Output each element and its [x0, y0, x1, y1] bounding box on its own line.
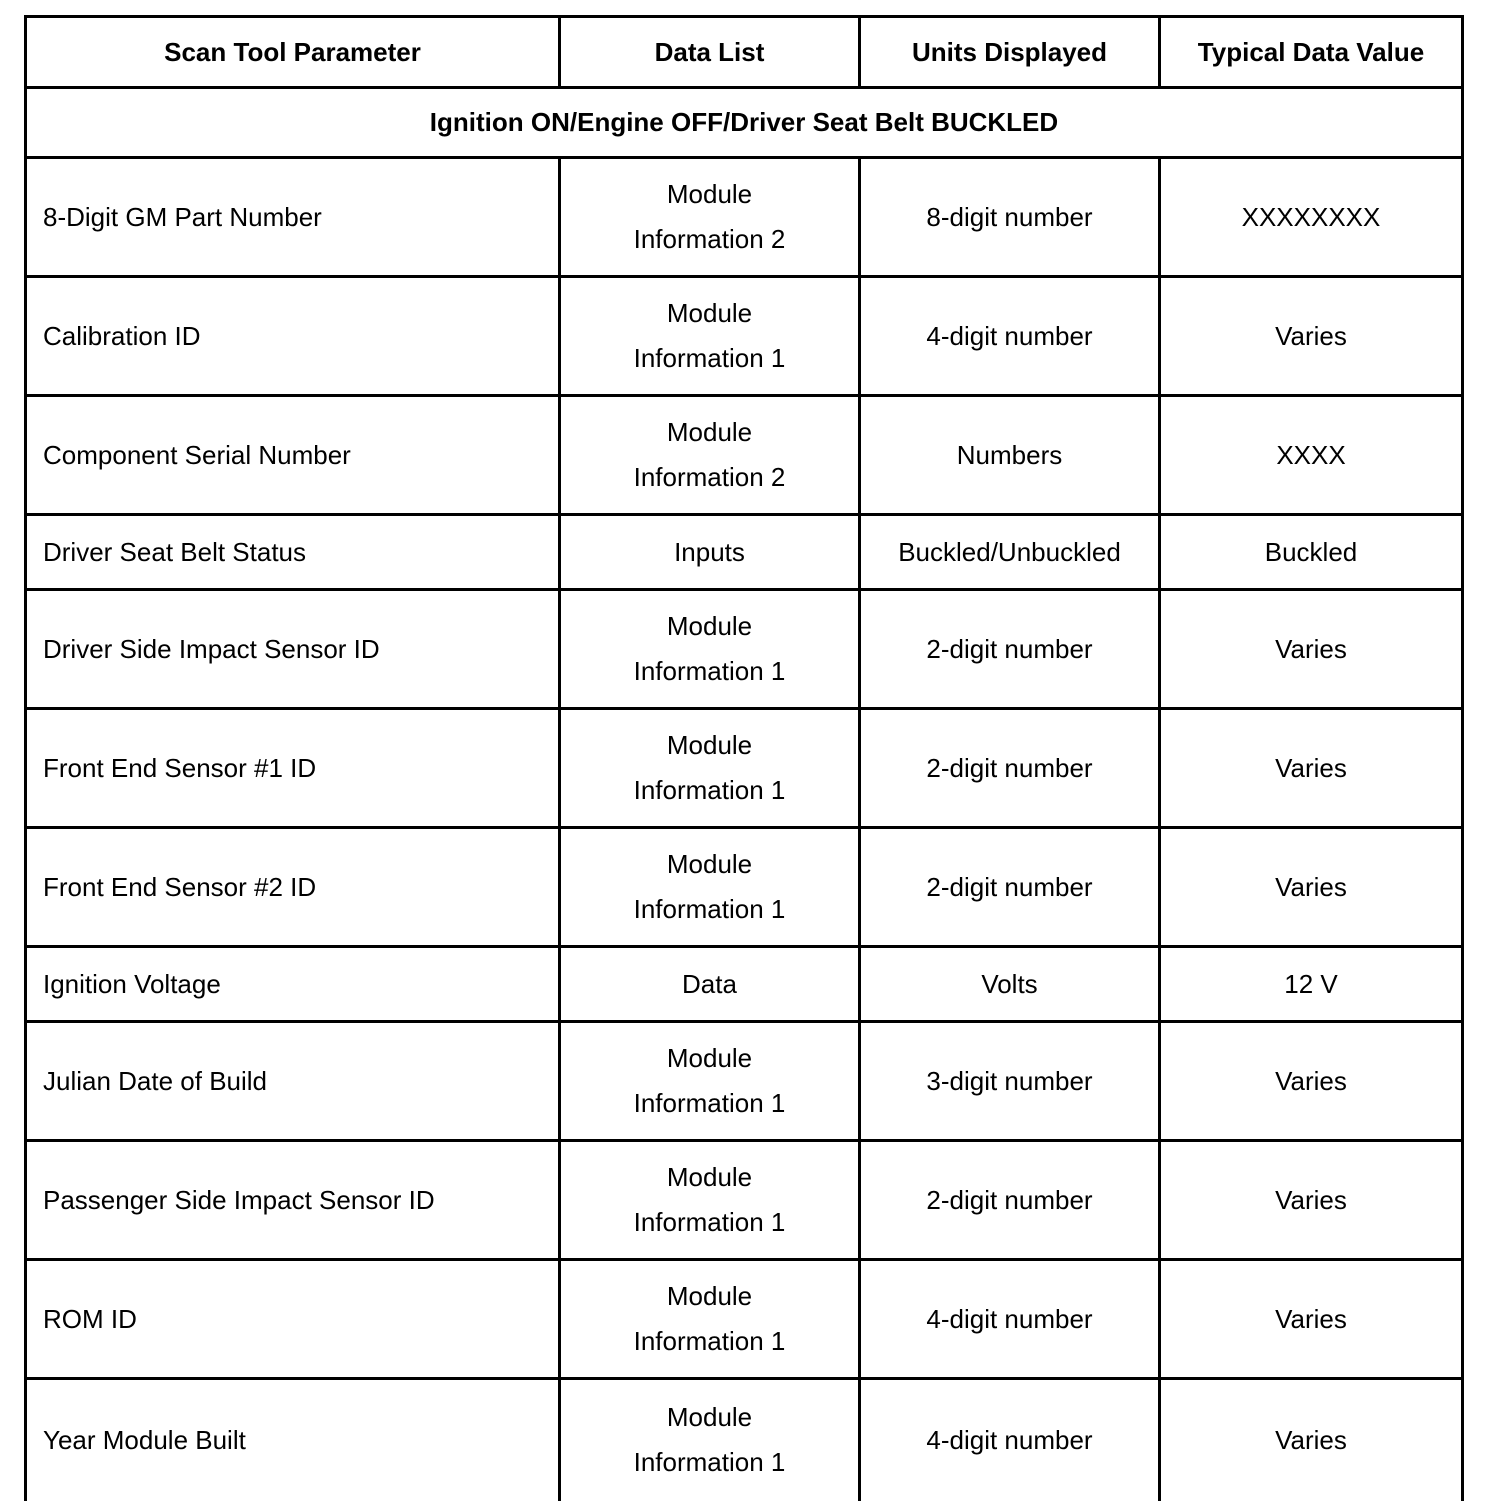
cell-units-displayed: Volts [860, 947, 1160, 1022]
cell-typical-data-value: Varies [1160, 828, 1463, 947]
data-list-line: Module [666, 611, 753, 641]
cell-units-displayed: 4-digit number [860, 1260, 1160, 1379]
data-list-line: Inputs [674, 536, 745, 567]
cell-scan-tool-parameter: Front End Sensor #2 ID [26, 828, 560, 947]
table-row [26, 158, 1463, 277]
data-list-line: Module [666, 1162, 753, 1192]
cell-units-displayed: Numbers [860, 396, 1160, 515]
data-list-line: Information 1 [633, 656, 786, 686]
cell-data-list [560, 590, 860, 709]
data-list-line: Module [666, 1402, 753, 1433]
header-scan-tool-parameter: Scan Tool Parameter [26, 17, 560, 88]
cell-data-list [560, 709, 860, 828]
section-row [26, 88, 1463, 158]
cell-units-displayed: 8-digit number [860, 158, 1160, 277]
data-list-line: Information 2 [633, 224, 786, 254]
cell-units-displayed: 2-digit number [860, 1141, 1160, 1260]
table-row [26, 1379, 1463, 1501]
header-units-displayed: Units Displayed [860, 17, 1160, 88]
data-list-line: Data [682, 968, 737, 999]
cell-typical-data-value: Varies [1160, 709, 1463, 828]
cell-scan-tool-parameter: Passenger Side Impact Sensor ID [26, 1141, 560, 1260]
data-list-line: Information 1 [633, 1447, 786, 1478]
cell-typical-data-value: Varies [1160, 1022, 1463, 1141]
table-row [26, 828, 1463, 947]
table-row [26, 396, 1463, 515]
table-row [26, 947, 1463, 1022]
cell-units-displayed: 2-digit number [860, 590, 1160, 709]
cell-typical-data-value: Varies [1160, 1141, 1463, 1260]
header-typical-data-value: Typical Data Value [1160, 17, 1463, 88]
cell-data-list [560, 1141, 860, 1260]
document-page [24, 15, 1461, 1501]
cell-data-list [560, 158, 860, 277]
cell-units-displayed: 2-digit number [860, 709, 1160, 828]
data-list-line: Information 1 [633, 1088, 786, 1118]
table-row [26, 1022, 1463, 1141]
cell-scan-tool-parameter: 8-Digit GM Part Number [26, 158, 560, 277]
header-data-list: Data List [560, 17, 860, 88]
table-row [26, 1141, 1463, 1260]
cell-data-list [560, 1379, 860, 1501]
data-list-line: Information 1 [633, 775, 786, 805]
table-row [26, 277, 1463, 396]
cell-typical-data-value: Varies [1160, 1379, 1463, 1501]
cell-scan-tool-parameter: Ignition Voltage [26, 947, 560, 1022]
cell-data-list [560, 396, 860, 515]
data-list-line: Module [666, 1043, 753, 1073]
cell-scan-tool-parameter: Component Serial Number [26, 396, 560, 515]
cell-units-displayed: 4-digit number [860, 277, 1160, 396]
cell-typical-data-value: XXXXXXXX [1160, 158, 1463, 277]
cell-typical-data-value: Varies [1160, 277, 1463, 396]
cell-units-displayed: 2-digit number [860, 828, 1160, 947]
data-list-line: Module [666, 417, 753, 447]
table-row [26, 1260, 1463, 1379]
cell-data-list [560, 828, 860, 947]
data-list-line: Information 2 [633, 462, 786, 492]
data-list-line: Module [666, 730, 753, 760]
data-list-line: Information 1 [633, 1326, 786, 1356]
cell-units-displayed: Buckled/Unbuckled [860, 515, 1160, 590]
data-list-line: Information 1 [633, 894, 786, 924]
section-title: Ignition ON/Engine OFF/Driver Seat Belt BUCKLED [26, 88, 1463, 158]
cell-scan-tool-parameter: Front End Sensor #1 ID [26, 709, 560, 828]
data-list-line: Module [666, 179, 753, 209]
scan-tool-data-table [24, 15, 1464, 1501]
data-list-line: Module [666, 298, 753, 328]
data-list-line: Module [666, 849, 753, 879]
cell-data-list [560, 947, 860, 1022]
cell-data-list [560, 277, 860, 396]
cell-scan-tool-parameter: ROM ID [26, 1260, 560, 1379]
cell-units-displayed: 3-digit number [860, 1022, 1160, 1141]
cell-scan-tool-parameter: Calibration ID [26, 277, 560, 396]
cell-typical-data-value: Varies [1160, 590, 1463, 709]
data-list-line: Module [666, 1281, 753, 1311]
table-row [26, 590, 1463, 709]
cell-data-list [560, 1022, 860, 1141]
data-list-line: Information 1 [633, 343, 786, 373]
table-row [26, 515, 1463, 590]
cell-units-displayed: 4-digit number [860, 1379, 1160, 1501]
cell-data-list [560, 515, 860, 590]
cell-typical-data-value: 12 V [1160, 947, 1463, 1022]
cell-data-list [560, 1260, 860, 1379]
table-header-row [26, 17, 1463, 88]
cell-typical-data-value: Varies [1160, 1260, 1463, 1379]
cell-typical-data-value: XXXX [1160, 396, 1463, 515]
table-row [26, 709, 1463, 828]
cell-scan-tool-parameter: Year Module Built [26, 1379, 560, 1501]
cell-scan-tool-parameter: Driver Seat Belt Status [26, 515, 560, 590]
cell-scan-tool-parameter: Julian Date of Build [26, 1022, 560, 1141]
cell-scan-tool-parameter: Driver Side Impact Sensor ID [26, 590, 560, 709]
cell-typical-data-value: Buckled [1160, 515, 1463, 590]
data-list-line: Information 1 [633, 1207, 786, 1237]
